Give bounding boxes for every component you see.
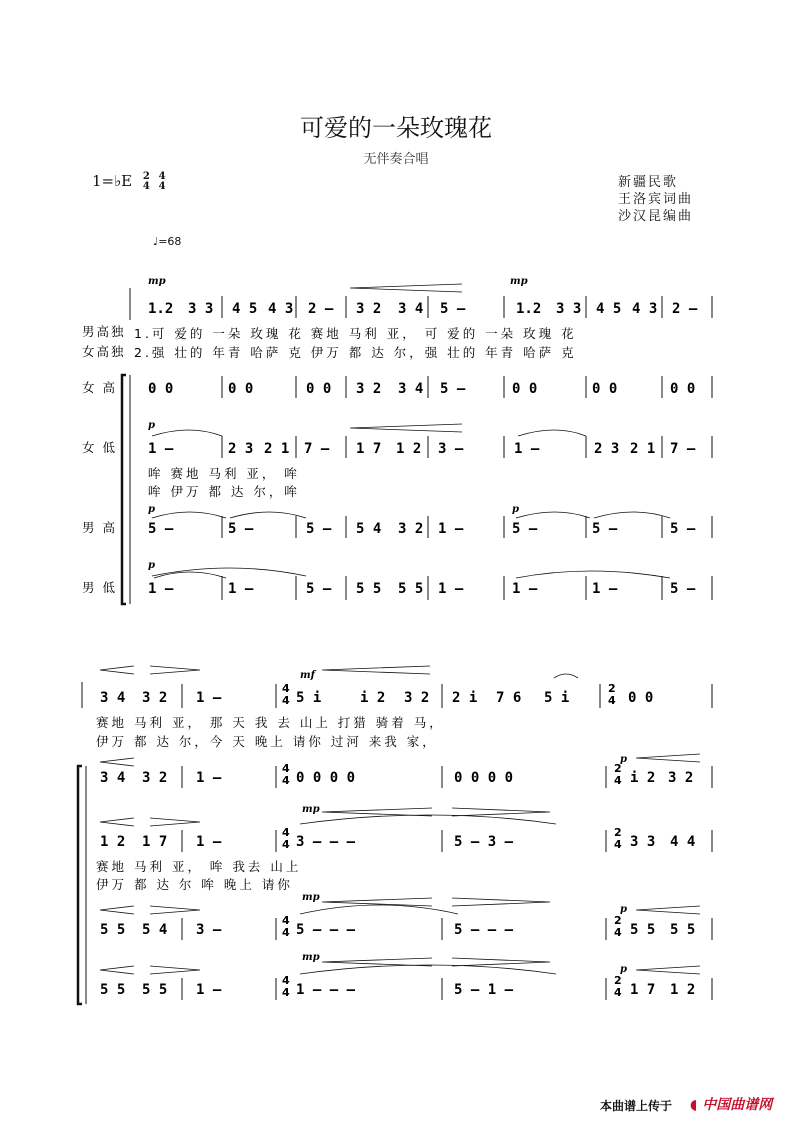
note-group: 1 7	[142, 834, 168, 850]
note-group: 5 4	[356, 521, 382, 537]
time-signature: 4	[282, 986, 290, 999]
note-group: 0 0	[228, 381, 254, 397]
hairpins	[152, 424, 586, 436]
lyric-line: 赛地 马利 亚， 那 天 我 去 山上 打猎 骑着 马，	[96, 715, 445, 730]
hairpins	[100, 808, 556, 826]
time-signature-2-4: 2 4	[142, 171, 150, 192]
note-group: 5 – – –	[296, 922, 356, 938]
note-group: 0 0	[670, 381, 696, 397]
note-group: 1 –	[514, 441, 540, 457]
dynamic-mark: p	[620, 964, 627, 975]
note-group: 1.2	[148, 301, 174, 317]
dynamic-mark: mp	[302, 952, 320, 963]
footer-text: 本曲谱上传于	[600, 1099, 673, 1113]
note-group: 3 2	[356, 381, 382, 397]
note-group: 2 –	[308, 301, 334, 317]
time-signature: 4	[282, 974, 290, 987]
note-group: 1 –	[196, 770, 222, 786]
time-signature-4-4: 4 4	[158, 171, 166, 192]
time-signature: 2	[614, 914, 622, 927]
note-group: 3 2	[142, 690, 168, 706]
bar-lines	[222, 576, 712, 600]
note-group: 0 0	[592, 381, 618, 397]
note-group: 1 – – –	[296, 982, 356, 998]
note-group: 5 –	[592, 521, 618, 537]
choir-bracket	[122, 375, 126, 604]
time-signature: 2	[614, 974, 622, 987]
hairpins	[100, 958, 700, 974]
time-signature: 4	[282, 774, 290, 787]
note-group: 5 –	[670, 581, 696, 597]
dynamic-mark: p	[620, 904, 627, 915]
time-signature: 4	[614, 986, 622, 999]
note-group: 5 –	[670, 521, 696, 537]
choir-bracket	[78, 766, 82, 1004]
note-group: 3 3	[630, 834, 656, 850]
note-group: i 2	[630, 770, 656, 786]
note-group: 3 4	[100, 770, 126, 786]
hairpins	[100, 898, 700, 914]
site-logo[interactable]	[690, 1094, 772, 1114]
note-group: 5 – – –	[454, 922, 514, 938]
note-group: 3 4	[398, 301, 424, 317]
dynamic-mark: mp	[302, 892, 320, 903]
note-group: 1.2	[516, 301, 542, 317]
note-group: 0 0 0 0	[296, 770, 356, 786]
credit-line: 新疆民歌	[618, 175, 679, 190]
note-group: 1 –	[438, 521, 464, 537]
note-group: 5 –	[148, 521, 174, 537]
note-group: 3 2	[404, 690, 430, 706]
note-group: 7 6	[496, 690, 522, 706]
note-group: 4 3	[632, 301, 658, 317]
note-group: 5 5	[630, 922, 656, 938]
hairpins	[350, 284, 462, 292]
note-group: 1 7	[356, 441, 382, 457]
note-group: 5 i	[296, 690, 322, 706]
note-group: 7 –	[304, 441, 330, 457]
note-group: 5 –	[228, 521, 254, 537]
note-group: 3 – – –	[296, 834, 356, 850]
time-signature: 4	[282, 838, 290, 851]
time-signature: 2	[614, 762, 622, 775]
note-group: 3 2	[142, 770, 168, 786]
voice-label-tenor: 男 高	[82, 520, 117, 535]
system-2	[78, 666, 712, 1004]
time-signature: 4	[282, 682, 290, 695]
time-signature: 4	[608, 694, 616, 707]
note-group: 1 –	[438, 581, 464, 597]
voice-label-alto: 女 低	[82, 440, 117, 455]
lyric-line: 2.强 壮的 年青 哈萨 克 伊万 都 达 尔，强 壮的 年青 哈萨 克	[134, 345, 577, 360]
note-group: 5 5	[100, 982, 126, 998]
voice-label-bass: 男 低	[82, 580, 117, 595]
note-group: 0 0	[512, 381, 538, 397]
note-group: 3 –	[196, 922, 222, 938]
dynamic-mark: p	[148, 560, 155, 571]
dynamic-mark: mf	[300, 670, 315, 681]
dynamic-mark: p	[148, 420, 155, 431]
note-group: 4 3	[268, 301, 294, 317]
ties	[152, 512, 670, 518]
note-group: 1 –	[196, 982, 222, 998]
time-signature: 2	[608, 682, 616, 695]
note-group: 5 – 1 –	[454, 982, 514, 998]
note-group: 0 0	[306, 381, 332, 397]
note-group: 1 2	[670, 982, 696, 998]
note-group: 1 –	[148, 581, 174, 597]
note-group: 3 2	[668, 770, 694, 786]
note-group: 3 2	[398, 521, 424, 537]
note-group: 3 –	[438, 441, 464, 457]
lyric-line: 哞 伊万 都 达 尔，哞	[148, 484, 300, 499]
note-group: 2 1	[264, 441, 290, 457]
note-group: 5 5	[356, 581, 382, 597]
note-group: 5 – 3 –	[454, 834, 514, 850]
note-group: 3 2	[356, 301, 382, 317]
note-group: 4 4	[670, 834, 696, 850]
note-group: 5 –	[512, 521, 538, 537]
note-group: 1 –	[196, 690, 222, 706]
dynamic-mark: p	[148, 504, 155, 515]
note-group: 4 5	[596, 301, 622, 317]
note-group: 5 –	[440, 381, 466, 397]
note-group: 3 4	[100, 690, 126, 706]
note-group: 2 3	[228, 441, 254, 457]
lyric-line: 伊万 都 达 尔，今 天 晚上 请你 过河 来我 家，	[96, 734, 438, 749]
time-signature: 4	[614, 774, 622, 787]
tempo-marking: ♩=68	[153, 235, 182, 248]
note-group: 2 3	[594, 441, 620, 457]
time-signature: 4	[614, 838, 622, 851]
note-group: 5 –	[306, 581, 332, 597]
note-group: 5 5	[398, 581, 424, 597]
system-1	[82, 276, 712, 604]
lyric-line: 哞 赛地 马利 亚， 哞	[148, 466, 300, 481]
hairpins	[100, 754, 700, 766]
note-group: 5 5	[670, 922, 696, 938]
note-group: 4 5	[232, 301, 258, 317]
note-group: 1 –	[228, 581, 254, 597]
credit-line: 沙汉昆编曲	[618, 209, 694, 224]
dynamic-mark: mp	[510, 276, 528, 287]
note-group: 2 –	[672, 301, 698, 317]
time-signature: 4	[282, 826, 290, 839]
lyric-line: 赛地 马利 亚， 哞 我去 山上	[96, 859, 302, 874]
note-group: 2 i	[452, 690, 478, 706]
time-signature: 4	[614, 926, 622, 939]
note-group: 1 2	[100, 834, 126, 850]
lyric-line: 1.可 爱的 一朵 玫瑰 花 赛地 马利 亚， 可 爱的 一朵 玫瑰 花	[134, 326, 577, 341]
note-group: 1 7	[630, 982, 656, 998]
note-group: 0 0	[628, 690, 654, 706]
note-group: 1 –	[196, 834, 222, 850]
note-group: 1 2	[396, 441, 422, 457]
voice-label-soprano: 女 高	[82, 380, 117, 395]
note-group: 3 3	[188, 301, 214, 317]
page-title: 可爱的一朵玫瑰花	[300, 114, 492, 142]
note-group: i 2	[360, 690, 386, 706]
time-signature: 4	[282, 914, 290, 927]
note-group: 1 –	[148, 441, 174, 457]
note-group: 2 1	[630, 441, 656, 457]
logo-text: 中国曲谱网	[702, 1097, 773, 1113]
note-group: 3 4	[398, 381, 424, 397]
note-group: 1 –	[592, 581, 618, 597]
note-group: 5 5	[100, 922, 126, 938]
dynamic-mark: mp	[148, 276, 166, 287]
time-signature: 4	[282, 694, 290, 707]
voice-label-solo-2: 女高独	[82, 344, 126, 359]
key-text: 1=♭E	[92, 172, 133, 190]
time-signature: 4	[282, 762, 290, 775]
note-group: 0 0	[148, 381, 174, 397]
dynamic-mark: p	[512, 504, 519, 515]
logo-icon: ◖	[690, 1097, 698, 1113]
note-group: 3 3	[556, 301, 582, 317]
time-signature: 2	[614, 826, 622, 839]
note-group: 7 –	[670, 441, 696, 457]
ties	[152, 568, 670, 578]
note-group: 1 –	[512, 581, 538, 597]
note-group: 5 i	[544, 690, 570, 706]
bar-lines	[222, 516, 712, 538]
note-group: 5 5	[142, 982, 168, 998]
hairpins	[100, 666, 578, 678]
lyric-line: 伊万 都 达 尔 哞 晚上 请你	[96, 877, 293, 892]
credit-line: 王洛宾词曲	[618, 192, 694, 207]
time-signature: 4	[282, 926, 290, 939]
note-group: 0 0 0 0	[454, 770, 514, 786]
dynamic-mark: p	[620, 754, 627, 765]
note-group: 5 –	[306, 521, 332, 537]
note-group: 5 –	[440, 301, 466, 317]
subtitle: 无伴奏合唱	[363, 152, 429, 167]
voice-label-solo-1: 男高独	[82, 324, 126, 339]
note-group: 5 4	[142, 922, 168, 938]
dynamic-mark: mp	[302, 804, 320, 815]
bar-lines	[222, 376, 712, 398]
